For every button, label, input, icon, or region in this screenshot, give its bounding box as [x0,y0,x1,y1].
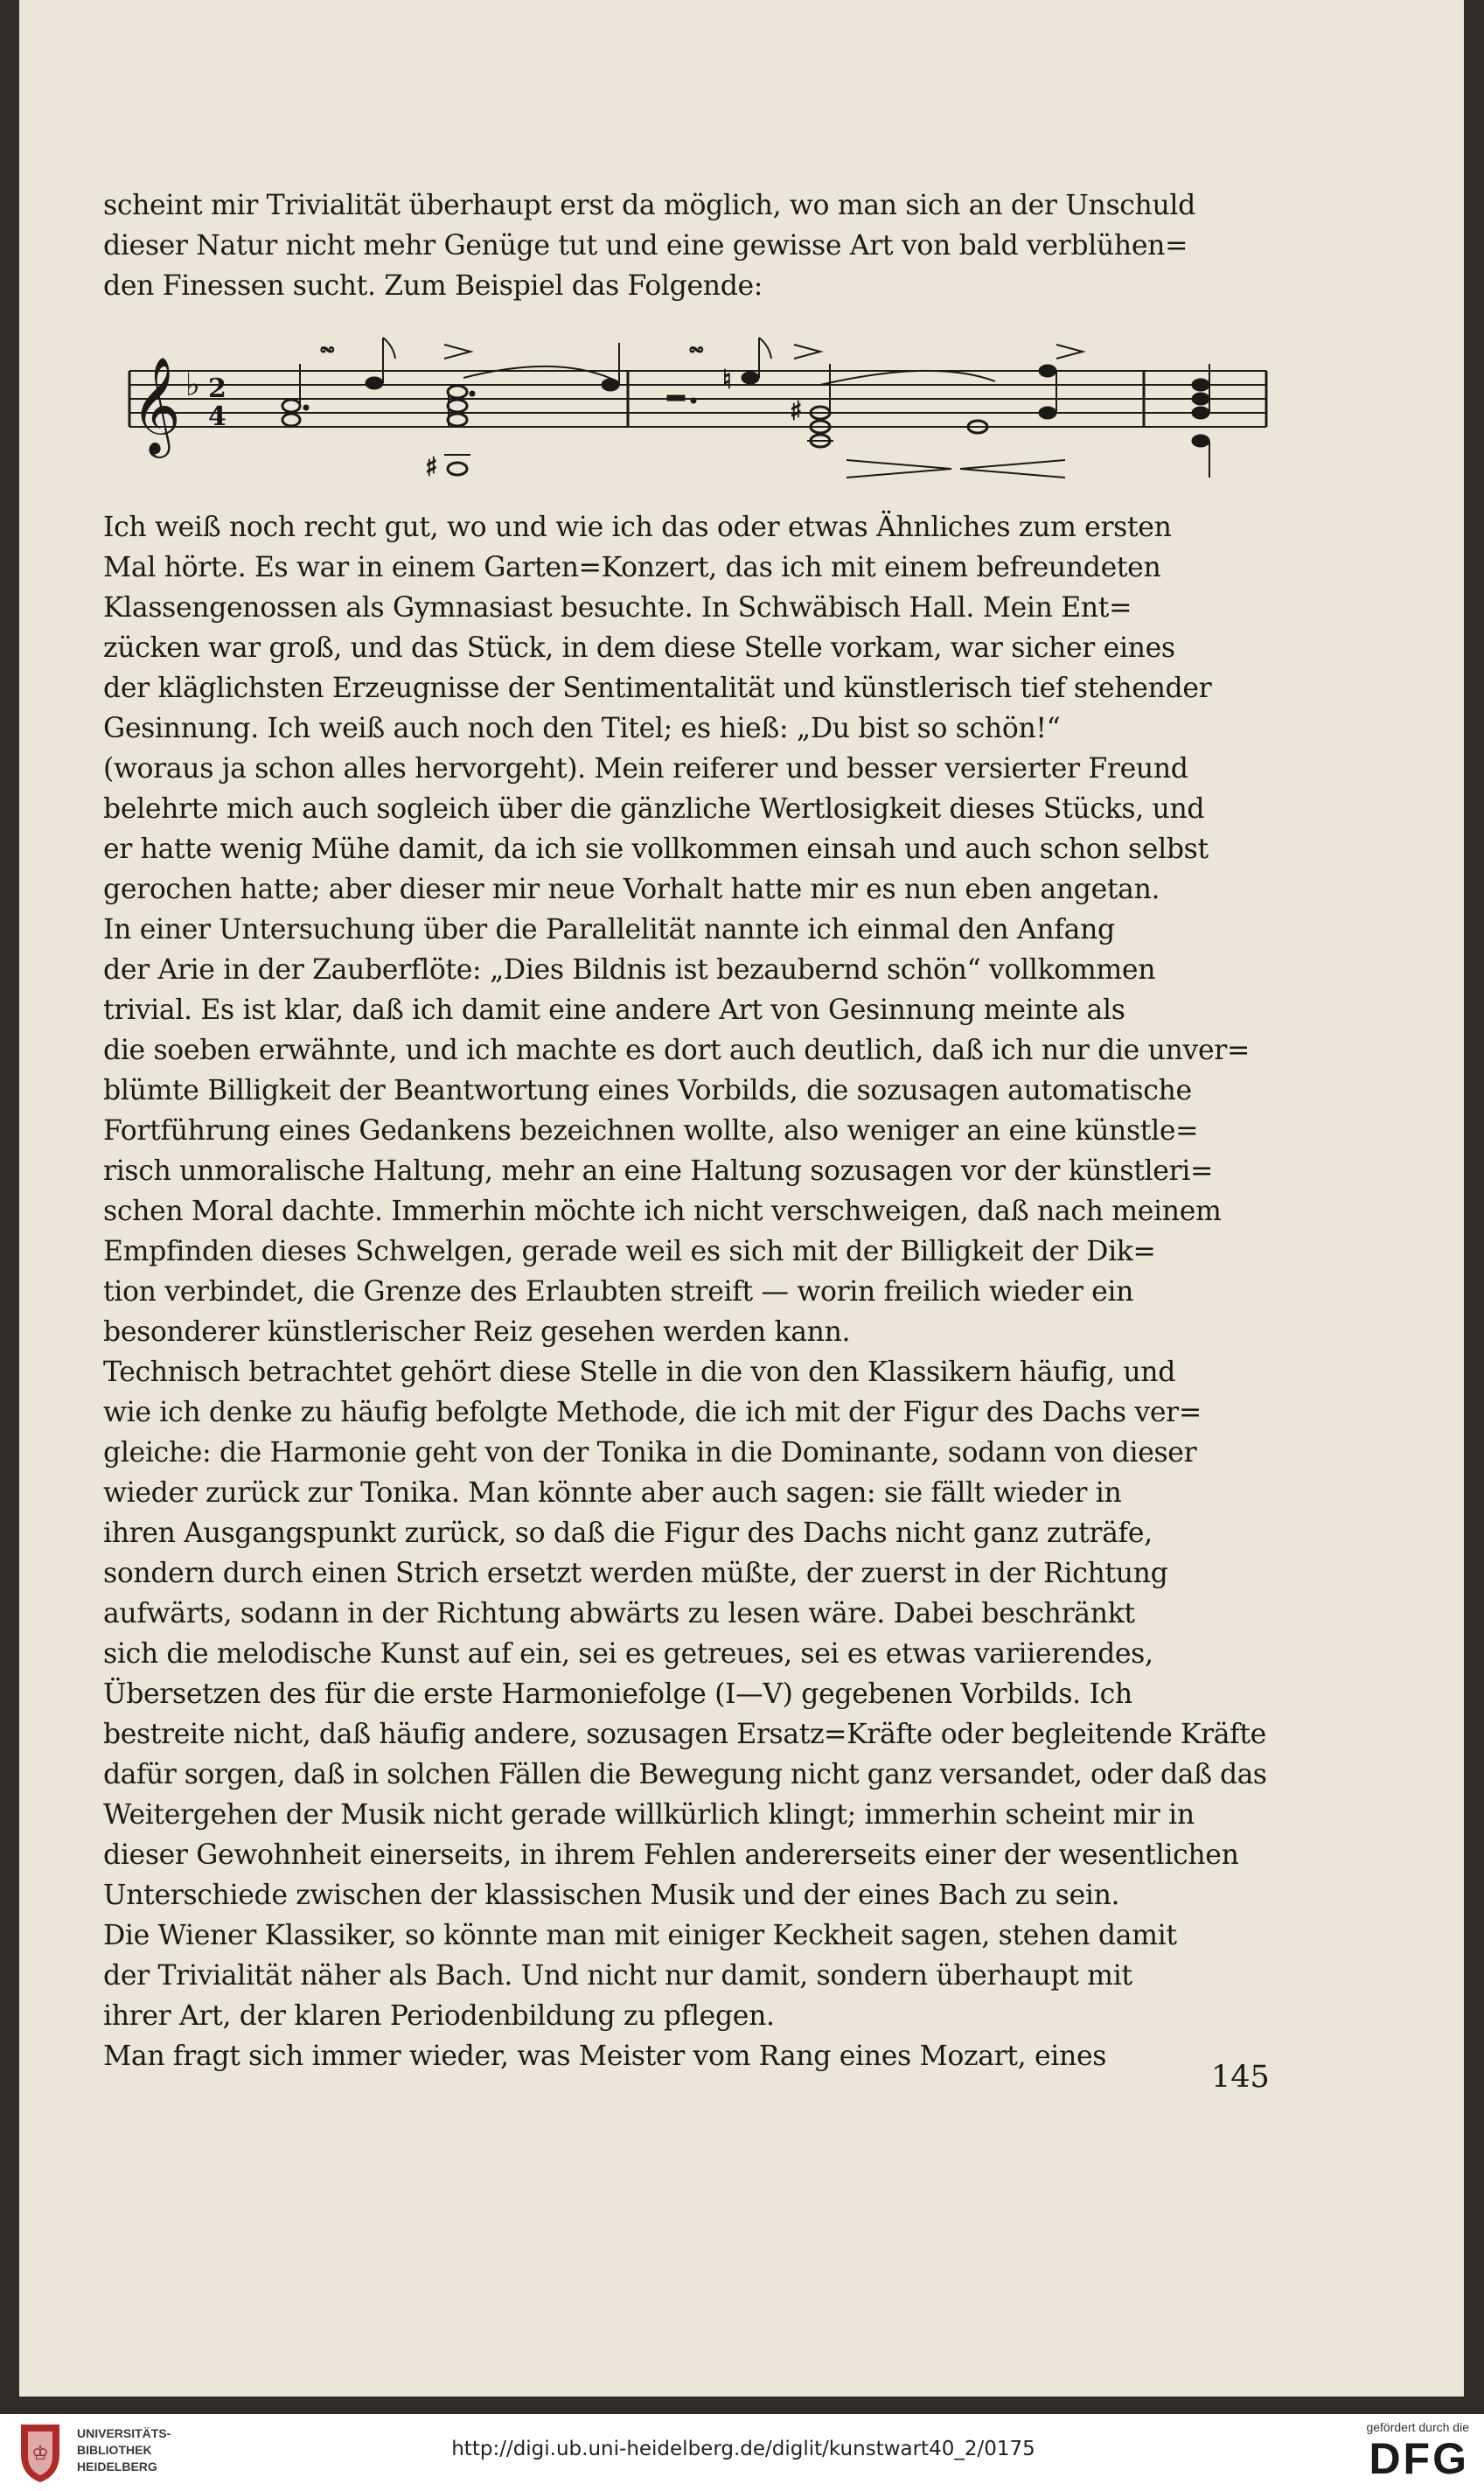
institution-line: UNIVERSITÄTS- [77,2426,171,2440]
text-line: blümte Billigkeit der Beantwortung eines Vorbilds, die sozusagen automatische [103,1075,1192,1106]
text-line: der Trivialität näher als Bach. Und nicht nur damit, sondern überhaupt mit [103,1960,1132,1992]
text-line: den Finessen sucht. Zum Beispiel das Folgende: [103,270,763,302]
flat-icon: ♭ [185,367,200,403]
text-line: In einer Untersuchung über die Parallelität nannte ich einmal den Anfang [103,914,1115,945]
svg-text:♯: ♯ [790,396,803,427]
svg-text:♮: ♮ [722,365,732,395]
notes-measure-3 [1192,364,1209,478]
text-line: (woraus ja schon alles hervorgeht). Mein reiferer und besser versierter Freund [103,753,1188,785]
text-line: wie ich denke zu häufig befolgte Methode, die ich mit der Figur des Dachs ver= [103,1397,1202,1428]
text-line: belehrte mich auch sogleich über die gänzliche Wertlosigkeit dieses Stücks, und [103,793,1205,825]
text-line: Übersetzen des für die erste Harmoniefolge (I—V) gegebenen Vorbilds. Ich [103,1678,1132,1710]
text-line: Die Wiener Klassiker, so könnte man mit einiger Keckheit sagen, stehen damit [103,1920,1177,1951]
text-line: die soeben erwähnte, und ich machte es dort auch deutlich, daß ich nur die unver= [103,1035,1250,1066]
text-line: Mal hörte. Es war in einem Garten=Konzert, das ich mit einem befreundeten [103,552,1161,583]
text-line: scheint mir Trivialität überhaupt erst da möglich, wo man sich an der Unschuld [103,190,1195,221]
text-line: dieser Natur nicht mehr Genüge tut und eine gewisse Art von bald verblühen= [103,230,1188,262]
text-line: tion verbindet, die Grenze des Erlaubten streift — worin freilich wieder ein [103,1276,1134,1308]
svg-text:♯: ♯ [425,452,438,483]
text-line: zücken war groß, und das Stück, in dem diese Stelle vorkam, war sicher eines [103,632,1175,664]
text-line: sich die melodische Kunst auf ein, sei es getreues, sei es etwas variierendes, [103,1638,1153,1670]
svg-text:𝆗: 𝆗 [320,331,335,362]
time-signature-bottom: 4 [208,401,226,432]
text-line: ihren Ausgangspunkt zurück, so daß die Figur des Dachs nicht ganz zuträfe, [103,1518,1153,1549]
notes-measure-2 [667,331,1083,478]
text-line: wieder zurück zur Tonika. Man könnte aber auch sagen: sie fällt wieder in [103,1477,1122,1509]
institution-line: BIBLIOTHEK [77,2443,152,2457]
text-line: Unterschiede zwischen der klassischen Musik und der eines Bach zu sein. [103,1880,1120,1911]
funder-logo: DFG [1369,2434,1469,2483]
text-line: Klassengenossen als Gymnasiast besuchte. In Schwäbisch Hall. Mein Ent= [103,592,1132,624]
institution-name [77,2425,171,2475]
svg-text:𝆗: 𝆗 [689,331,704,362]
text-line: schen Moral dachte. Immerhin möchte ich nicht verschweigen, daß nach meinem [103,1196,1222,1227]
text-line: Man fragt sich immer wieder, was Meister vom Rang eines Mozart, eines [103,2041,1107,2072]
university-seal-icon [14,2419,66,2486]
text-line: dieser Gewohnheit einerseits, in ihrem Fehlen andererseits einer der wesentlichen [103,1839,1239,1871]
svg-text:♔: ♔ [31,2443,49,2465]
text-line: trivial. Es ist klar, daß ich damit eine andere Art von Gesinnung meinte als [103,994,1125,1026]
text-line: Fortführung eines Gedankens bezeichnen wollte, also weniger an eine künstle= [103,1115,1199,1147]
text-line: Technisch betrachtet gehört diese Stelle in die von den Klassikern häufig, und [103,1357,1176,1388]
treble-clef-icon: 𝄞 [131,356,181,454]
text-line: ihrer Art, der klaren Periodenbildung zu pflegen. [103,2000,775,2032]
text-line: gerochen hatte; aber dieser mir neue Vorhalt hatte mir es nun eben angetan. [103,874,1160,905]
text-line: besonderer künstlerischer Reiz gesehen werden kann. [103,1316,851,1348]
text-line: der kläglichsten Erzeugnisse der Sentimentalität und künstlerisch tief stehender [103,673,1212,704]
text-line: risch unmoralische Haltung, mehr an eine Haltung sozusagen vor der künstleri= [103,1155,1214,1187]
text-line: sondern durch einen Strich ersetzt werden müßte, der zuerst in der Richtung [103,1558,1168,1589]
text-line: gleiche: die Harmonie geht von der Tonika in die Dominante, sodann von dieser [103,1437,1197,1469]
funder-caption: gefördert durch die [1366,2420,1469,2434]
text-line: bestreite nicht, daß häufig andere, sozusagen Ersatz=Kräfte oder begleitende Kräfte [103,1719,1266,1750]
time-signature-top: 2 [208,373,226,404]
source-url-link[interactable]: http://digi.ub.uni-heidelberg.de/diglit/kunstwart40_2/0175 [451,2438,1035,2460]
text-line: Ich weiß noch recht gut, wo und wie ich das oder etwas Ähnliches zum ersten [103,512,1172,543]
institution-line: HEIDELBERG [77,2460,157,2474]
text-line: er hatte wenig Mühe damit, da ich sie vollkommen einsah und auch schon selbst [103,834,1209,865]
text-line: der Arie in der Zauberflöte: „Dies Bildnis ist bezaubernd schön“ vollkommen [103,954,1156,986]
text-line: aufwärts, sodann in der Richtung abwärts zu lesen wäre. Dabei beschränkt [103,1598,1135,1629]
text-line: dafür sorgen, daß in solchen Fällen die Bewegung nicht ganz versandet, oder daß das [103,1759,1267,1790]
notes-measure-1 [282,331,619,483]
text-line: Gesinnung. Ich weiß auch noch den Titel; es hieß: „Du bist so schön!“ [103,713,1061,744]
music-example [121,329,1275,504]
text-line: Empfinden dieses Schwelgen, gerade weil es sich mit der Billigkeit der Dik= [103,1236,1156,1267]
text-line: Weitergehen der Musik nicht gerade willkürlich klingt; immerhin scheint mir in [103,1799,1195,1831]
page-number: 145 [1211,2060,1270,2095]
